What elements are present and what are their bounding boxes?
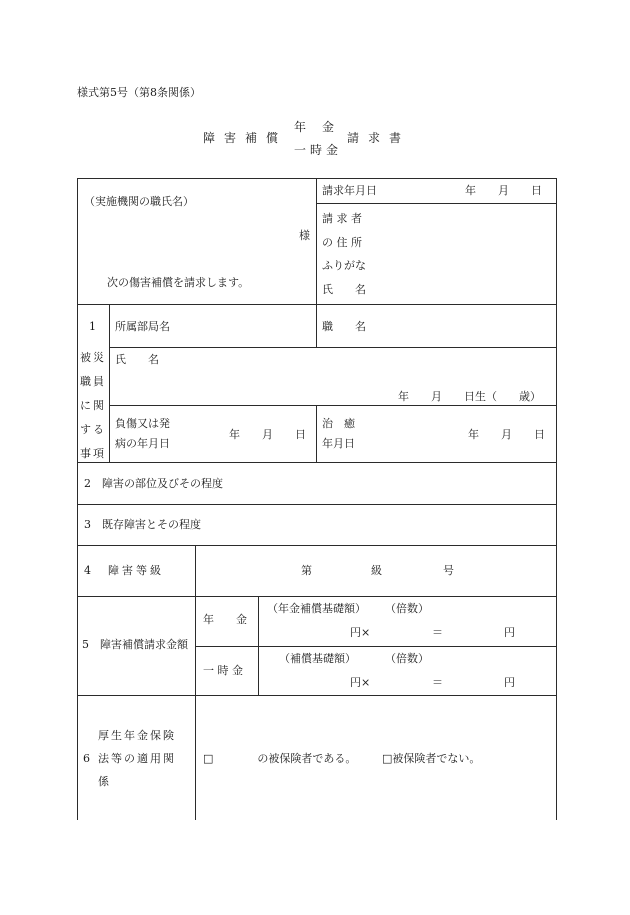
section-4-label: 4 障害等級 bbox=[84, 564, 164, 577]
request-date-label: 請求年月日 bbox=[322, 184, 377, 197]
divider bbox=[77, 462, 557, 463]
title-lower: 一時金 bbox=[294, 143, 343, 157]
sama-label: 様 bbox=[299, 229, 310, 242]
grade-dai: 第 bbox=[301, 564, 312, 577]
divider bbox=[316, 178, 317, 305]
request-statement: 次の傷害補償を請求します。 bbox=[107, 276, 250, 289]
border-left bbox=[77, 178, 78, 820]
divider bbox=[109, 304, 110, 463]
claimant-label: ふりがな bbox=[322, 259, 366, 272]
side-line: する bbox=[80, 423, 106, 436]
ichiji-label: 一 時 金 bbox=[203, 664, 243, 677]
insured-yes-option: □ の被保険者である。 bbox=[203, 752, 357, 765]
border-top bbox=[77, 178, 557, 179]
section-2-label: 2 障害の部位及びその程度 bbox=[84, 477, 223, 490]
divider bbox=[316, 405, 317, 463]
form-number: 様式第5号（第8条関係） bbox=[77, 86, 201, 99]
agency-label: （実施機関の職氏名） bbox=[84, 195, 194, 208]
divider bbox=[77, 695, 557, 696]
divider bbox=[195, 545, 196, 820]
request-date-value: 年 月 日 bbox=[465, 184, 542, 197]
divider bbox=[77, 504, 557, 505]
title-left: 障害補償 bbox=[203, 131, 288, 145]
grade-kyu: 級 bbox=[371, 564, 382, 577]
section-6-label: 係 bbox=[98, 775, 109, 788]
cure-date-label: 年月日 bbox=[322, 437, 355, 450]
ichiji-equals: ＝ bbox=[432, 676, 443, 689]
side-line: 職員 bbox=[80, 375, 106, 388]
section-1-number: 1 bbox=[89, 320, 96, 333]
divider bbox=[109, 347, 557, 348]
divider bbox=[77, 596, 557, 597]
title-right: 請求書 bbox=[347, 131, 411, 145]
divider bbox=[316, 203, 556, 204]
divider bbox=[109, 405, 557, 406]
nenkin-yen-x: 円× bbox=[350, 626, 371, 639]
side-line: 被災 bbox=[80, 351, 106, 364]
ichiji-yen: 円 bbox=[504, 676, 515, 689]
divider bbox=[316, 304, 317, 348]
claimant-label: 請 求 者 bbox=[322, 212, 362, 225]
nenkin-equals: ＝ bbox=[432, 626, 443, 639]
claimant-label: の 住 所 bbox=[322, 236, 362, 249]
grade-go: 号 bbox=[443, 564, 454, 577]
section-6-label: 厚生年金保険 bbox=[98, 729, 176, 742]
section-6-label: 法等の適用関 bbox=[98, 752, 176, 765]
birthdate-field: 年 月 日生（ 歳） bbox=[398, 390, 541, 403]
injury-date-label: 負傷又は発 bbox=[115, 417, 170, 430]
name-label: 氏 名 bbox=[115, 353, 159, 366]
position-label: 職 名 bbox=[322, 320, 366, 333]
dept-label: 所属部局名 bbox=[115, 320, 170, 333]
section-3-label: 3 既存障害とその程度 bbox=[84, 518, 201, 531]
section-6-number: 6 bbox=[83, 752, 90, 765]
injury-date-label: 病の年月日 bbox=[115, 437, 170, 450]
cure-date-label: 治 癒 bbox=[322, 417, 355, 430]
ichiji-multiplier-label: （倍数） bbox=[385, 652, 429, 665]
nenkin-label: 年 金 bbox=[203, 613, 247, 626]
divider bbox=[195, 646, 557, 647]
injury-date-value: 年 月 日 bbox=[229, 428, 306, 441]
divider bbox=[77, 545, 557, 546]
side-line: に関 bbox=[80, 399, 106, 412]
border-right bbox=[556, 178, 557, 820]
section-5-label: 5 障害補償請求金額 bbox=[82, 638, 188, 651]
title-upper: 年金 bbox=[294, 120, 351, 134]
divider bbox=[77, 304, 557, 305]
section-1-side-label bbox=[80, 346, 106, 466]
side-line: 事項 bbox=[80, 447, 106, 460]
claimant-label: 氏 名 bbox=[322, 283, 366, 296]
cure-date-value: 年 月 日 bbox=[468, 428, 545, 441]
nenkin-multiplier-label: （倍数） bbox=[385, 602, 429, 615]
ichiji-base-label: （補償基礎額） bbox=[279, 652, 356, 665]
ichiji-yen-x: 円× bbox=[350, 676, 371, 689]
nenkin-base-label: （年金補償基礎額） bbox=[267, 602, 366, 615]
nenkin-yen: 円 bbox=[504, 626, 515, 639]
insured-no-option: □被保険者でない。 bbox=[382, 752, 481, 765]
